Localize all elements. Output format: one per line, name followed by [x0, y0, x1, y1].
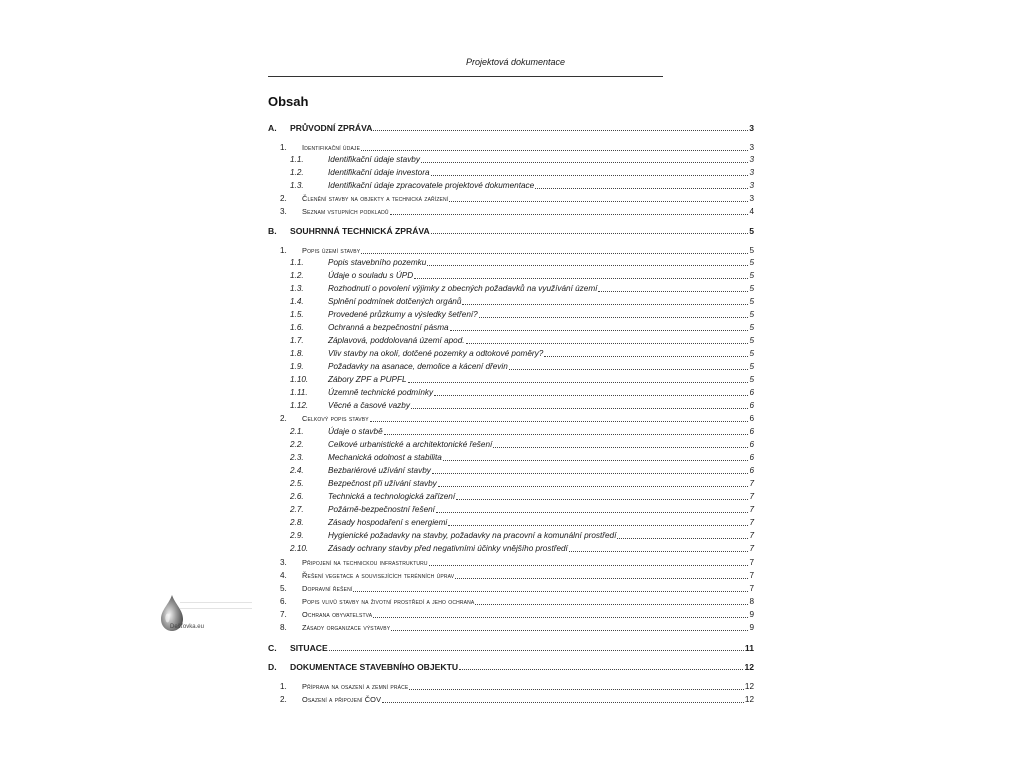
toc-entry-number: B. [268, 226, 277, 236]
toc-entry-number: 1.12. [290, 401, 309, 410]
toc-entry-level1[interactable] [268, 643, 754, 653]
toc-entry-number: D. [268, 662, 277, 672]
toc-dot-leader [382, 702, 744, 703]
toc-dot-leader [617, 538, 748, 539]
toc-entry-page-number: 5 [749, 258, 754, 267]
toc-entry-page-number: 7 [749, 544, 754, 553]
toc-entry-level2[interactable] [268, 597, 754, 607]
toc-entry-number: 1.2. [290, 168, 304, 177]
toc-entry-number: 3. [280, 558, 287, 567]
logo-decor-line [180, 602, 252, 603]
toc-entry-page-number: 3 [749, 123, 754, 133]
toc-entry-title: Záplavová, poddolovaná území apod. [328, 336, 465, 345]
logo-text: Dešťovka.eu [170, 624, 204, 630]
toc-entry-page-number: 6 [749, 466, 754, 475]
toc-entry-number: 5. [280, 584, 287, 593]
toc-entry-number: 1.1. [290, 258, 304, 267]
toc-entry-number: 1. [280, 246, 287, 255]
toc-dot-leader [431, 233, 748, 234]
toc-entry-number: 3. [280, 207, 287, 216]
toc-entry-page-number: 4 [749, 207, 754, 216]
toc-dot-leader [432, 473, 749, 474]
toc-entry-page-number: 9 [749, 623, 754, 632]
toc-entry-page-number: 3 [749, 181, 754, 190]
toc-entry-number: 2.5. [290, 479, 304, 488]
toc-entry-page-number: 5 [749, 271, 754, 280]
toc-entry-title: DOKUMENTACE STAVEBNÍHO OBJEKTU [290, 662, 459, 672]
toc-entry-number: 7. [280, 610, 287, 619]
toc-entry-level3[interactable] [268, 492, 754, 502]
toc-entry-level3[interactable] [268, 271, 754, 281]
toc-entry-page-number: 8 [749, 597, 754, 606]
toc-entry-page-number: 5 [749, 349, 754, 358]
toc-dot-leader [438, 486, 749, 487]
toc-entry-title: Bezpečnost při užívání stavby [328, 479, 437, 488]
toc-entry-number: 1. [280, 682, 287, 691]
toc-entry-page-number: 5 [749, 323, 754, 332]
toc-entry-number: 6. [280, 597, 287, 606]
toc-entry-page-number: 5 [749, 226, 754, 236]
toc-entry-number: 2.1. [290, 427, 304, 436]
toc-entry-title: Celkový popis stavby [302, 414, 369, 423]
toc-entry-level1[interactable] [268, 662, 754, 672]
toc-entry-title: Bezbariérové užívání stavby [328, 466, 431, 475]
toc-dot-leader [361, 150, 748, 151]
toc-dot-leader [459, 669, 743, 670]
toc-entry-level2[interactable] [268, 682, 754, 692]
toc-dot-leader [450, 330, 749, 331]
toc-entry-number: 2. [280, 695, 287, 704]
toc-dot-leader [544, 356, 748, 357]
toc-entry-title: Popis území stavby [302, 246, 361, 255]
toc-entry-page-number: 5 [749, 246, 754, 255]
toc-dot-leader [329, 650, 744, 651]
toc-entry-level3[interactable] [268, 440, 754, 450]
toc-entry-level3[interactable] [268, 323, 754, 333]
toc-entry-page-number: 7 [749, 531, 754, 540]
toc-entry-page-number: 12 [744, 695, 754, 704]
toc-entry-level3[interactable] [268, 388, 754, 398]
toc-entry-page-number: 12 [744, 662, 754, 672]
toc-entry-level2[interactable] [268, 623, 754, 633]
toc-entry-level3[interactable] [268, 505, 754, 515]
toc-dot-leader [409, 689, 744, 690]
toc-dot-leader [427, 265, 748, 266]
toc-entry-level2[interactable] [268, 194, 754, 204]
toc-entry-title: Identifikační údaje stavby [328, 155, 420, 164]
toc-entry-page-number: 7 [749, 558, 754, 567]
toc-entry-number: 1.4. [290, 297, 304, 306]
toc-entry-page-number: 5 [749, 336, 754, 345]
toc-dot-leader [353, 591, 748, 592]
toc-entry-number: 1.5. [290, 310, 304, 319]
toc-entry-title: Identifikační údaje zpracovatele projektové dokumentace [328, 181, 535, 190]
toc-dot-leader [535, 188, 748, 189]
toc-entry-title: Hygienické požadavky na stavby, požadavky na pracovní a komunální prostředí [328, 531, 617, 540]
toc-dot-leader [449, 201, 748, 202]
toc-entry-level3[interactable] [268, 375, 754, 385]
toc-entry-title: Technická a technologická zařízení [328, 492, 456, 501]
toc-entry-level3[interactable] [268, 349, 754, 359]
toc-entry-page-number: 3 [749, 194, 754, 203]
toc-entry-number: 1. [280, 143, 287, 152]
toc-entry-title: SOUHRNNÁ TECHNICKÁ ZPRÁVA [290, 226, 430, 236]
toc-entry-title: Seznam vstupních podkladů [302, 207, 389, 216]
toc-entry-level3[interactable] [268, 466, 754, 476]
toc-entry-title: Osazení a připojení ČOV [302, 695, 382, 704]
toc-entry-page-number: 6 [749, 401, 754, 410]
toc-entry-number: 2.9. [290, 531, 304, 540]
toc-entry-page-number: 9 [749, 610, 754, 619]
toc-heading: Obsah [268, 94, 309, 109]
toc-entry-number: 1.3. [290, 181, 304, 190]
toc-entry-page-number: 5 [749, 284, 754, 293]
toc-entry-level3[interactable] [268, 544, 754, 554]
toc-dot-leader [434, 395, 748, 396]
toc-entry-title: Členění stavby na objekty a technická zařízení [302, 194, 449, 203]
toc-entry-level3[interactable] [268, 453, 754, 463]
toc-entry-level2[interactable] [268, 246, 754, 256]
toc-entry-page-number: 12 [744, 682, 754, 691]
toc-entry-number: 1.6. [290, 323, 304, 332]
toc-entry-page-number: 7 [749, 505, 754, 514]
toc-entry-page-number: 5 [749, 362, 754, 371]
toc-dot-leader [391, 630, 748, 631]
toc-entry-title: Vliv stavby na okolí, dotčené pozemky a odtokové poměry? [328, 349, 544, 358]
toc-entry-page-number: 7 [749, 479, 754, 488]
toc-entry-page-number: 7 [749, 518, 754, 527]
toc-entry-page-number: 11 [744, 643, 754, 653]
toc-entry-title: PRŮVODNÍ ZPRÁVA [290, 123, 373, 133]
toc-dot-leader [466, 343, 749, 344]
toc-entry-number: 2.4. [290, 466, 304, 475]
toc-entry-level3[interactable] [268, 531, 754, 541]
toc-dot-leader [455, 578, 748, 579]
toc-dot-leader [421, 162, 749, 163]
toc-dot-leader [370, 421, 749, 422]
toc-entry-page-number: 5 [749, 310, 754, 319]
toc-entry-level3[interactable] [268, 168, 754, 178]
toc-entry-level1[interactable] [268, 123, 754, 133]
toc-entry-title: Rozhodnutí o povolení výjimky z obecných požadavků na využívání území [328, 284, 598, 293]
toc-entry-title: Požárně-bezpečnostní řešení [328, 505, 435, 514]
toc-entry-number: 2.7. [290, 505, 304, 514]
toc-dot-leader [414, 278, 748, 279]
toc-entry-number: 2.2. [290, 440, 304, 449]
toc-entry-level2[interactable] [268, 610, 754, 620]
toc-entry-level3[interactable] [268, 427, 754, 437]
toc-entry-title: Zábory ZPF a PUPFL [328, 375, 407, 384]
toc-entry-number: 1.10. [290, 375, 309, 384]
toc-entry-title: Mechanická odolnost a stabilita [328, 453, 442, 462]
toc-entry-title: Zásady hospodaření s energiemi [328, 518, 448, 527]
toc-entry-page-number: 7 [749, 584, 754, 593]
toc-entry-level3[interactable] [268, 284, 754, 294]
toc-entry-title: Splnění podmínek dotčených orgánů [328, 297, 462, 306]
toc-entry-number: 2. [280, 414, 287, 423]
toc-dot-leader [509, 369, 749, 370]
toc-entry-level3[interactable] [268, 362, 754, 372]
toc-entry-title: SITUACE [290, 643, 328, 653]
toc-entry-number: 1.9. [290, 362, 304, 371]
toc-entry-number: 2.10. [290, 544, 309, 553]
toc-entry-page-number: 6 [749, 453, 754, 462]
toc-entry-number: A. [268, 123, 277, 133]
toc-entry-level2[interactable] [268, 584, 754, 594]
toc-dot-leader [569, 551, 749, 552]
watermark-logo [158, 594, 254, 634]
toc-entry-number: 8. [280, 623, 287, 632]
toc-entry-title: Popis stavebního pozemku [328, 258, 427, 267]
toc-entry-title: Dopravní řešení [302, 584, 353, 593]
toc-dot-leader [448, 525, 748, 526]
toc-entry-level3[interactable] [268, 401, 754, 411]
toc-entry-page-number: 5 [749, 375, 754, 384]
toc-entry-level2[interactable] [268, 143, 754, 153]
toc-dot-leader [479, 317, 749, 318]
toc-entry-page-number: 7 [749, 571, 754, 580]
toc-entry-number: 1.2. [290, 271, 304, 280]
toc-entry-title: Příprava na osazení a zemní práce [302, 682, 409, 691]
toc-entry-page-number: 6 [749, 414, 754, 423]
toc-dot-leader [475, 604, 748, 605]
toc-entry-page-number: 6 [749, 427, 754, 436]
toc-entry-page-number: 3 [749, 168, 754, 177]
toc-entry-number: 2.8. [290, 518, 304, 527]
toc-entry-level3[interactable] [268, 336, 754, 346]
toc-dot-leader [384, 434, 749, 435]
toc-entry-level3[interactable] [268, 479, 754, 489]
toc-entry-title: Údaje o souladu s ÚPD [328, 271, 414, 280]
toc-dot-leader [493, 447, 748, 448]
toc-dot-leader [373, 617, 748, 618]
toc-entry-number: 1.3. [290, 284, 304, 293]
toc-entry-title: Údaje o stavbě [328, 427, 383, 436]
toc-entry-title: Věcné a časové vazby [328, 401, 410, 410]
toc-entry-number: 1.1. [290, 155, 304, 164]
toc-entry-number: 1.11. [290, 388, 308, 397]
toc-entry-level2[interactable] [268, 695, 754, 705]
toc-entry-level3[interactable] [268, 310, 754, 320]
logo-decor-line [180, 608, 252, 609]
toc-entry-page-number: 5 [749, 297, 754, 306]
toc-entry-number: C. [268, 643, 277, 653]
toc-entry-level2[interactable] [268, 558, 754, 568]
toc-entry-page-number: 6 [749, 388, 754, 397]
toc-entry-title: Územně technické podmínky [328, 388, 434, 397]
toc-entry-title: Provedené průzkumy a výsledky šetření? [328, 310, 478, 319]
toc-entry-level3[interactable] [268, 297, 754, 307]
toc-entry-level2[interactable] [268, 207, 754, 217]
toc-entry-title: Zásady organizace výstavby [302, 623, 391, 632]
toc-dot-leader [456, 499, 748, 500]
toc-dot-leader [436, 512, 748, 513]
toc-entry-level1[interactable] [268, 226, 754, 236]
toc-entry-page-number: 6 [749, 440, 754, 449]
toc-entry-page-number: 3 [749, 143, 754, 152]
toc-entry-number: 2.3. [290, 453, 304, 462]
toc-entry-number: 1.7. [290, 336, 304, 345]
toc-entry-page-number: 7 [749, 492, 754, 501]
toc-entry-number: 2. [280, 194, 287, 203]
toc-entry-level2[interactable] [268, 414, 754, 424]
toc-dot-leader [443, 460, 749, 461]
toc-entry-title: Popis vlivů stavby na životní prostředí a jeho ochrana [302, 597, 475, 606]
toc-dot-leader [598, 291, 748, 292]
toc-dot-leader [390, 214, 749, 215]
toc-dot-leader [361, 253, 748, 254]
toc-dot-leader [431, 175, 749, 176]
toc-entry-level3[interactable] [268, 155, 754, 165]
toc-entry-number: 1.8. [290, 349, 304, 358]
toc-entry-number: 2.6. [290, 492, 304, 501]
document-header-title: Projektová dokumentace [466, 57, 566, 67]
toc-entry-level3[interactable] [268, 181, 754, 191]
toc-dot-leader [462, 304, 748, 305]
toc-entry-number: 4. [280, 571, 287, 580]
toc-entry-title: Připojení na technickou infrastrukturu [302, 558, 428, 567]
toc-entry-title: Ochrana obyvatelstva [302, 610, 373, 619]
toc-entry-title: Ochranná a bezpečnostní pásma [328, 323, 449, 332]
toc-entry-level2[interactable] [268, 571, 754, 581]
toc-dot-leader [408, 382, 749, 383]
toc-entry-title: Požadavky na asanace, demolice a kácení dřevin [328, 362, 508, 371]
toc-dot-leader [411, 408, 749, 409]
toc-entry-level3[interactable] [268, 518, 754, 528]
toc-entry-title: Identifikační údaje investora [328, 168, 430, 177]
toc-entry-level3[interactable] [268, 258, 754, 268]
toc-entry-title: Identifikační údaje [302, 143, 361, 152]
toc-dot-leader [373, 130, 748, 131]
toc-entry-title: Celkové urbanistické a architektonické řešení [328, 440, 493, 449]
toc-entry-title: Zásady ochrany stavby před negativními účinky vnějšího prostředí [328, 544, 568, 553]
toc-entry-page-number: 3 [749, 155, 754, 164]
toc-dot-leader [429, 565, 749, 566]
toc-entry-title: Řešení vegetace a souvisejících terénních úprav [302, 571, 455, 580]
